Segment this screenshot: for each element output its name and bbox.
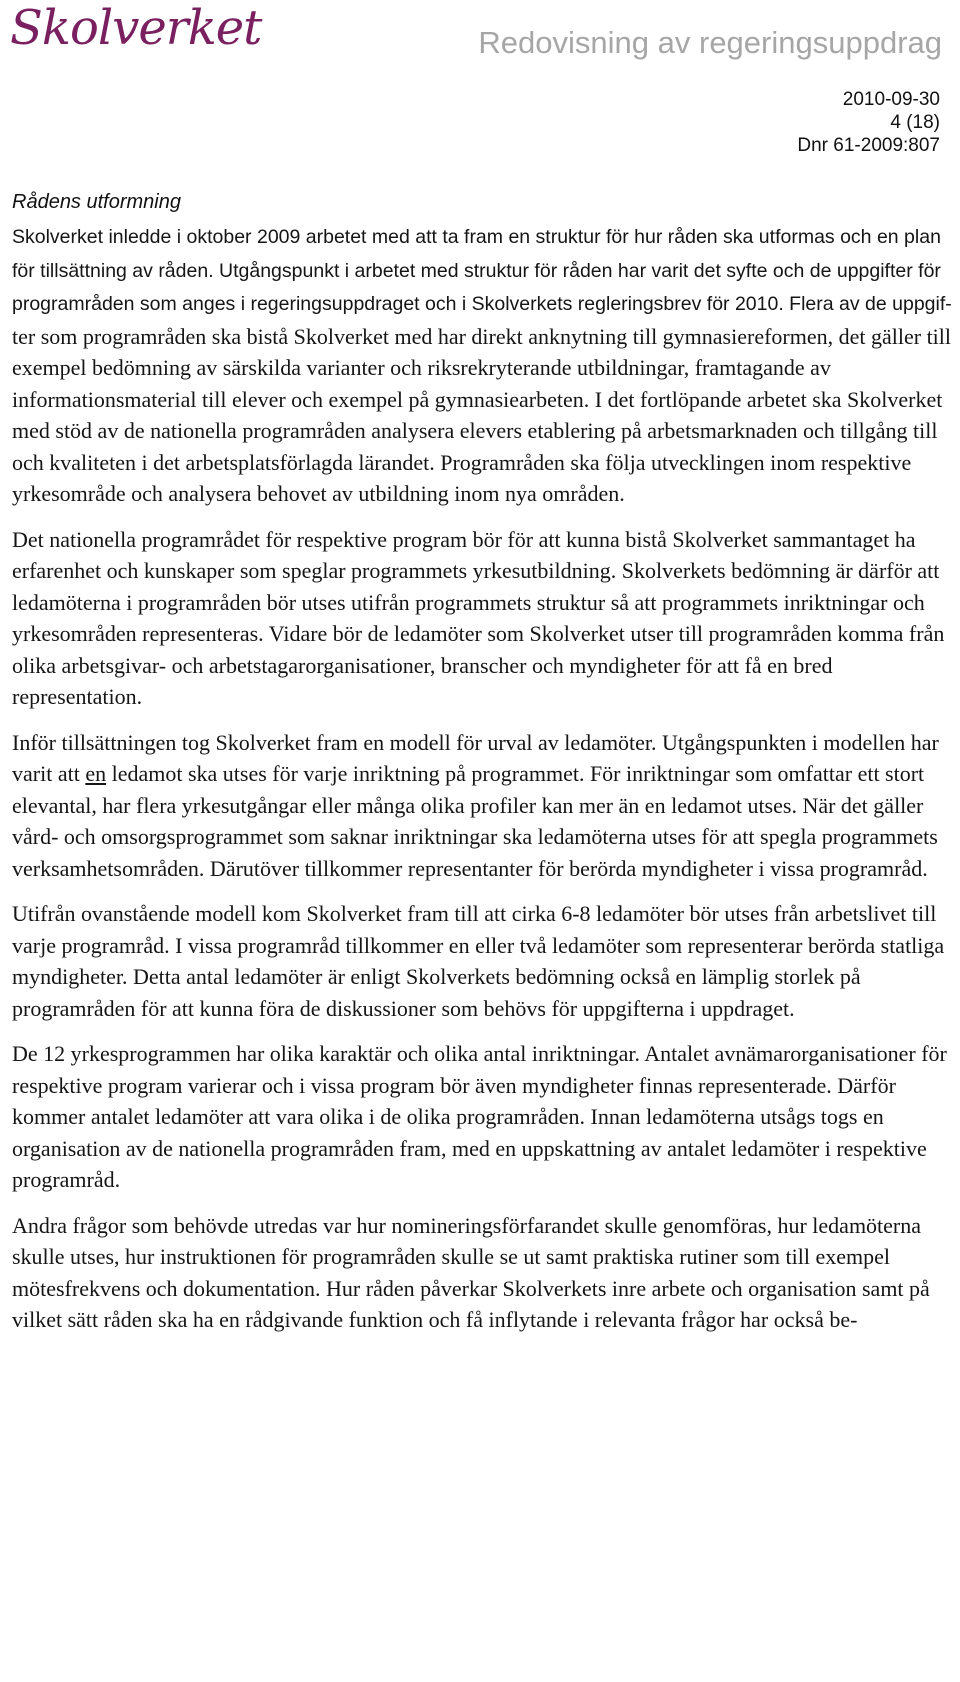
paragraph-5: De 12 yrkesprogrammen har olika karaktär och olika antal inriktningar. Antalet avnämarorganisationer för respektive program varierar och i vissa program bör även myndigheter finnas representerade. Därför kommer antalet ledamöter att vara olika i de olika programråden. Innan ledamöterna utsågs togs en organisation av de nationella programråden fram, med en uppskattning av antalet ledamöter i respektive programråd. <box>12 1041 947 1192</box>
paragraph-1-rest: ter som programråden ska bistå Skolverket med har direkt anknytning till gymnasiereformen, det gäller till exempel bedömning av särskilda varianter och riksrekryterande utbildningar, framtagande av informationsmaterial till elever och exempel på gymnasiearbeten. I det fortlöpande arbetet ska Skolverket med stöd av de nationella programråden analysera elevers etablering på arbetsmarknaden och tillgång till och kvaliteten i det arbetsplatsförlagda lärandet. Programråden ska följa utvecklingen inom respektive yrkesområde och analysera behovet av utbildning inom nya områden. <box>12 323 952 506</box>
document-meta <box>797 88 940 157</box>
document-date: 2010-09-30 <box>842 89 940 110</box>
paragraph-3-emphasis: en <box>85 761 107 786</box>
diary-number: Dnr 61-2009:807 <box>797 135 940 156</box>
document-body <box>12 186 952 1350</box>
paragraph-3-part-a: Inför tillsättningen tog Skolverket fram en modell för urval av ledamöter. Utgångspunkten i modellen har varit att <box>12 729 939 786</box>
paragraph-4: Utifrån ovanstående modell kom Skolverket fram till att cirka 6-8 ledamöter bör utses från arbetslivet till varje programråd. I vissa programråd tillkommer en eller två ledamöter som representerar berörda statliga myndigheter. Detta antal ledamöter är enligt Skolverkets bedömning också en lämplig storlek på programråden för att kunna föra de diskussioner som behövs för uppgifterna i uppdraget. <box>12 901 945 1021</box>
section-heading: Rådens utformning <box>12 191 181 213</box>
paragraph-2: Det nationella programrådet för respektive program bör för att kunna bistå Skolverket sammantaget ha erfarenhet och kunskaper som speglar programmets yrkesutbildning. Skolverkets bedömning är därför att ledamöterna i programråden bör utses utifrån programmets struktur så att programmets inriktningar och yrkesområden representeras. Vidare bör de ledamöter som Skolverket utser till programråden komma från olika arbetsgivar- och arbetstagarorganisationer, branscher och myndigheter för att få en bred representation. <box>12 526 945 709</box>
paragraph-3-part-b: ledamot ska utses för varje inriktning på programmet. För inriktningar som omfattar ett stort elevantal, har flera yrkesutgångar eller många olika profiler kan mer än en ledamot utses. När det gäller vård- och omsorgsprogrammet som saknar inriktningar ska ledamöterna utses för att spegla programmets verksamhetsområden. Därutöver tillkommer representanter för berörda myndigheter i vissa programråd. <box>12 761 938 881</box>
paragraph-1 <box>12 220 952 510</box>
paragraph-6: Andra frågor som behövde utredas var hur nomineringsförfarandet skulle genomföras, hur ledamöterna skulle utses, hur instruktionen för programråden skulle se ut samt praktiska rutiner som till exempel mötesfrekvens och dokumentation. Hur råden påverkar Skolverkets inre arbete och organisation samt på vilket sätt råden ska ha en rådgivande funktion och få inflytande i relevanta frågor har också be- <box>12 1212 930 1332</box>
report-title: Redovisning av regeringsuppdrag <box>478 25 942 60</box>
skolverket-logo: Skolverket <box>10 0 262 56</box>
paragraph-1-lead: Skolverket inledde i oktober 2009 arbetet med att ta fram en struktur för hur råden ska utformas och en plan för tillsättning av råden. Utgångspunkt i arbetet med struktur för råden har varit det syfte och de uppgifter för programråden som anges i regeringsuppdraget och i Skolverkets regleringsbrev för 2010. Flera av de uppgif- <box>12 226 952 315</box>
paragraph-3 <box>12 727 952 885</box>
page-number: 4 (18) <box>890 112 940 133</box>
